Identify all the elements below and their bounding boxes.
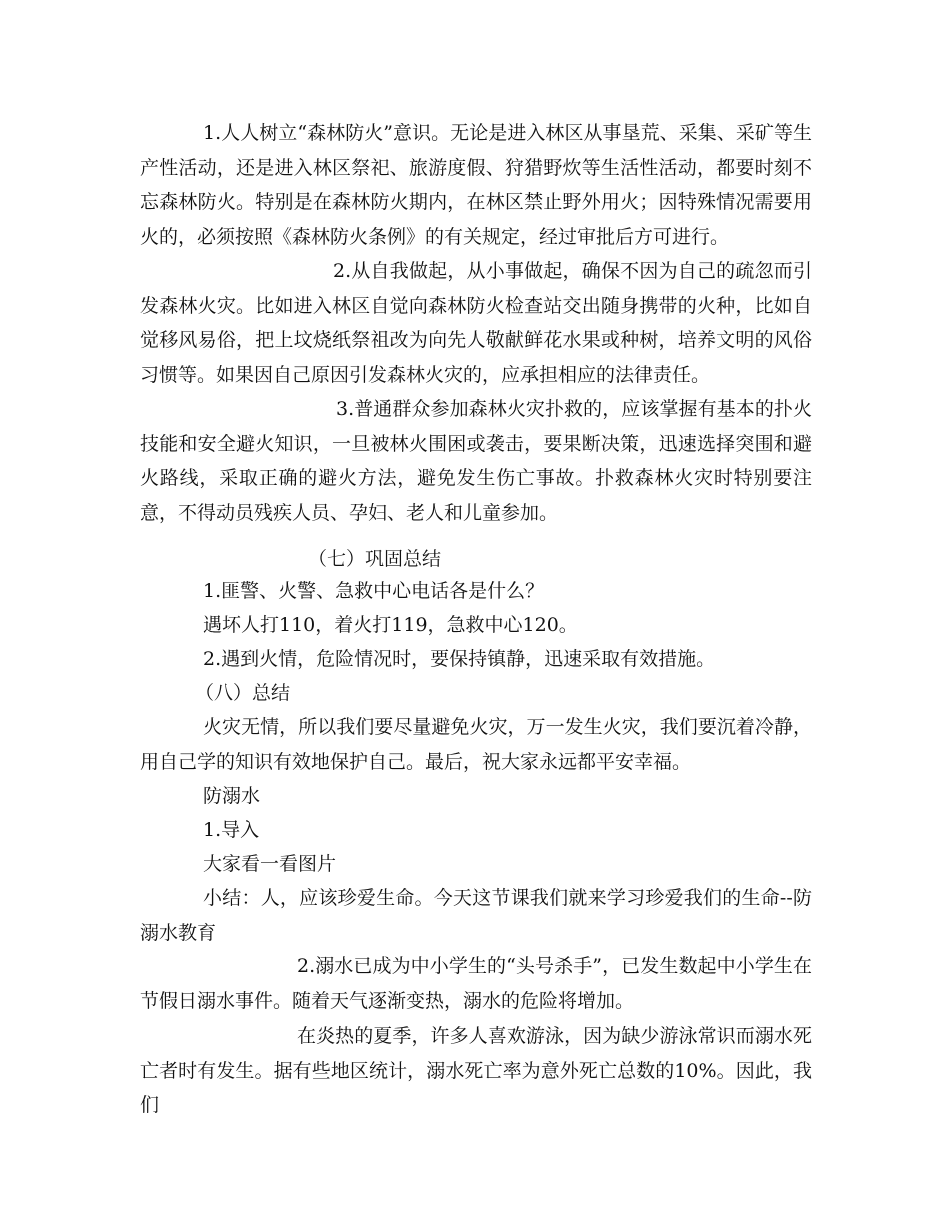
heading-drowning-prevention: 防溺水 (203, 785, 261, 807)
paragraph-emergency-numbers-answer: 遇坏人打110，着火打119，急救中心120。 (203, 614, 578, 636)
paragraph-fire-summary: 火灾无情，所以我们要尽量避免火灾，万一发生火灾，我们要沉着冷静，用自己学的知识有效地保护自己。最后，祝大家永远都平安幸福。 (140, 716, 812, 773)
paragraph-firefighting-skills: 3.普通群众参加森林火灾扑救的，应该掌握有基本的扑火技能和安全避火知识，一旦被林火围困或袭击，要果断决策，迅速选择突围和避火路线，采取正确的避火方法，避免发生伤亡事故。扑救森林火灾时特别要注意，不得动员残疾人员、孕妇、老人和儿童参加。 (140, 398, 812, 524)
paragraph-stay-calm: 2.遇到火情，危险情况时，要保持镇静，迅速采取有效措施。 (203, 648, 716, 670)
paragraph-look-at-pictures: 大家看一看图片 (203, 853, 337, 875)
paragraph-summer-swimming: 在炎热的夏季，许多人喜欢游泳，因为缺少游泳常识而溺水死亡者时有发生。据有些地区统计，溺水死亡率为意外死亡总数的10%。因此，我们 (140, 1025, 812, 1116)
section-heading-consolidation: （七）巩固总结 (308, 548, 442, 570)
paragraph-start-from-self: 2.从自我做起，从小事做起，确保不因为自己的疏忽而引发森林火灾。比如进入林区自觉向森林防火检查站交出随身携带的火种，比如自觉移风易俗，把上坟烧纸祭祖改为向先人敬献鲜花水果或种树，培养文明的风俗习惯等。如果因自己原因引发森林火灾的，应承担相应的法律责任。 (140, 260, 812, 386)
paragraph-brief-summary: 小结：人，应该珍爱生命。今天这节课我们就来学习珍爱我们的生命--防溺水教育 (140, 887, 812, 944)
paragraph-introduction: 1.导入 (203, 819, 260, 841)
paragraph-forest-fire-awareness: 1.人人树立“森林防火”意识。无论是进入林区从事垦荒、采集、采矿等生产性活动，还是进入林区祭祀、旅游度假、狩猎野炊等生活性活动，都要时刻不忘森林防火。特别是在森林防火期内，在林区禁止野外用火；因特殊情况需要用火的，必须按照《森林防火条例》的有关规定，经过审批后方可进行。 (140, 122, 812, 248)
section-heading-summary: （八）总结 (195, 682, 291, 704)
paragraph-emergency-numbers-question: 1.匪警、火警、急救中心电话各是什么？ (203, 580, 545, 602)
paragraph-drowning-top-killer: 2.溺水已成为中小学生的“头号杀手”，已发生数起中小学生在节假日溺水事件。随着天气逐渐变热，溺水的危险将增加。 (140, 955, 812, 1012)
